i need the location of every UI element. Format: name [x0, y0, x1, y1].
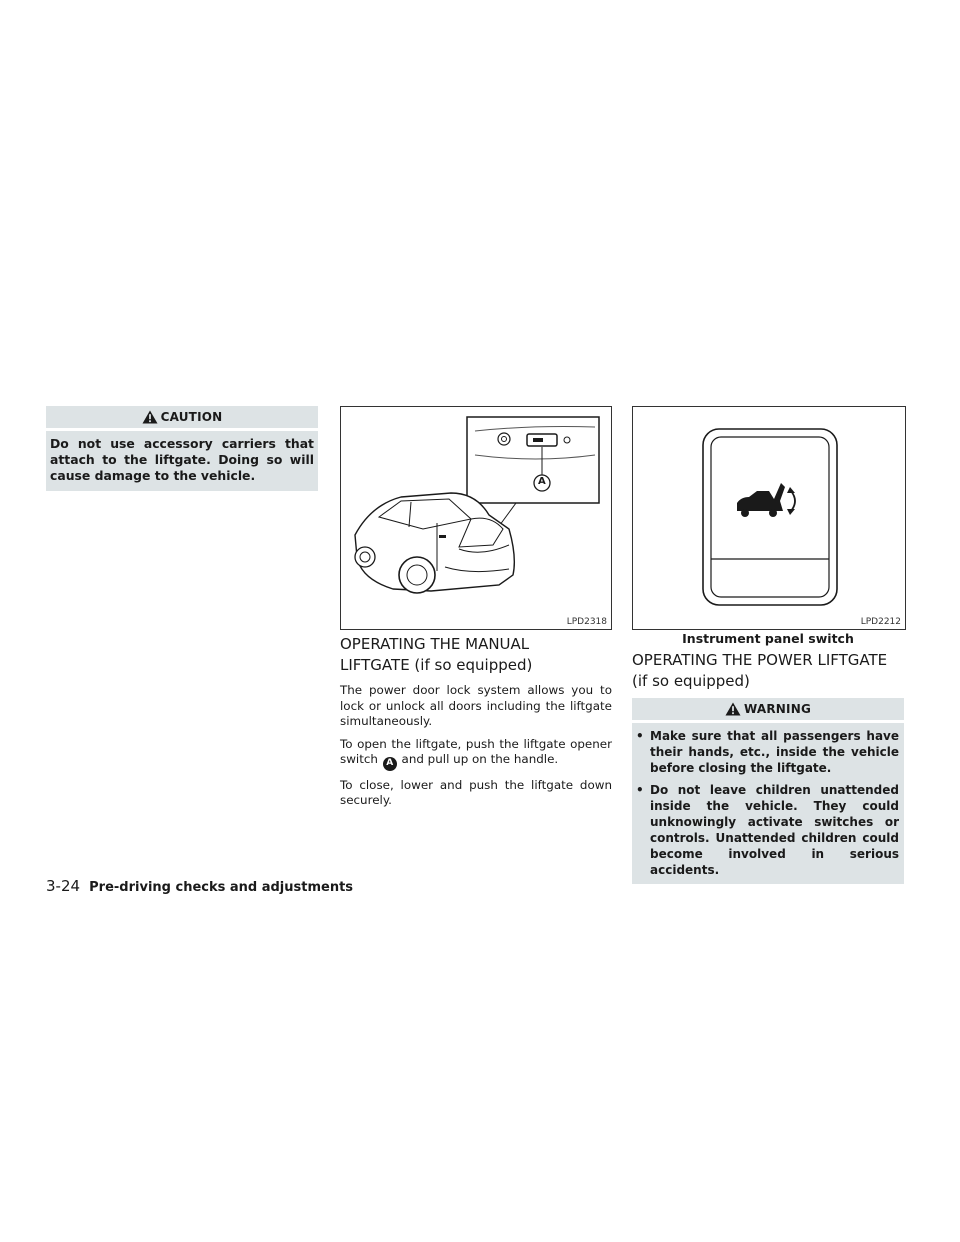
paragraph: To close, lower and push the liftgate down securely.: [340, 777, 612, 808]
warning-header: [632, 698, 904, 720]
heading-line: OPERATING THE MANUAL: [340, 635, 530, 653]
warning-box: [632, 698, 904, 884]
suv-rear-illustration: [341, 407, 611, 629]
bullet-icon: •: [636, 783, 644, 797]
liftgate-switch-icon: [633, 407, 905, 629]
list-item-text: Do not leave children unattended inside the vehicle. They could unknowingly activate switches or controls. Unattended children could become involved in serious accidents.: [650, 783, 899, 877]
list-item-text: Make sure that all passengers have their hands, etc., inside the vehicle before closing the liftgate.: [650, 729, 899, 775]
page-footer: [46, 876, 353, 895]
figure-code: LPD2318: [566, 617, 607, 627]
warning-label: WARNING: [743, 702, 812, 716]
heading-line: (if so equipped): [632, 672, 750, 690]
warning-triangle-icon: [142, 410, 158, 424]
list-item: [636, 728, 899, 776]
warning-triangle-icon: [725, 702, 741, 716]
heading-line: LIFTGATE (if so equipped): [340, 656, 533, 674]
instrument-panel-switch-figure: [632, 406, 906, 630]
manual-liftgate-section: [340, 634, 612, 809]
callout-letter-a: A: [538, 476, 546, 487]
paragraph-text: To open the liftgate, push the liftgate opener switch: [340, 736, 612, 766]
heading-line: OPERATING THE POWER LIFTGATE: [632, 651, 888, 669]
list-item: [636, 782, 899, 878]
paragraph: [340, 737, 612, 771]
section-title: Pre-driving checks and adjustments: [89, 880, 354, 895]
section-heading: [632, 650, 907, 692]
caution-box: [46, 406, 318, 491]
caution-label: CAUTION: [160, 410, 223, 424]
paragraph-text: and pull up on the handle.: [401, 752, 559, 766]
caution-header: [46, 406, 318, 428]
page-number: 3-24: [46, 877, 81, 895]
warning-list: [632, 723, 904, 884]
paragraph: The power door lock system allows you to lock or unlock all doors including the liftgate simultaneously.: [340, 683, 612, 728]
callout-a-icon: A: [383, 757, 397, 771]
liftgate-opener-figure: [340, 406, 612, 630]
figure-caption: Instrument panel switch: [682, 631, 854, 646]
caution-text: Do not use accessory carriers that attach to the liftgate. Doing so will cause damage to the vehicle.: [50, 436, 314, 483]
figure-code: LPD2212: [860, 617, 901, 627]
bullet-icon: •: [636, 729, 644, 743]
section-heading: [340, 634, 612, 676]
